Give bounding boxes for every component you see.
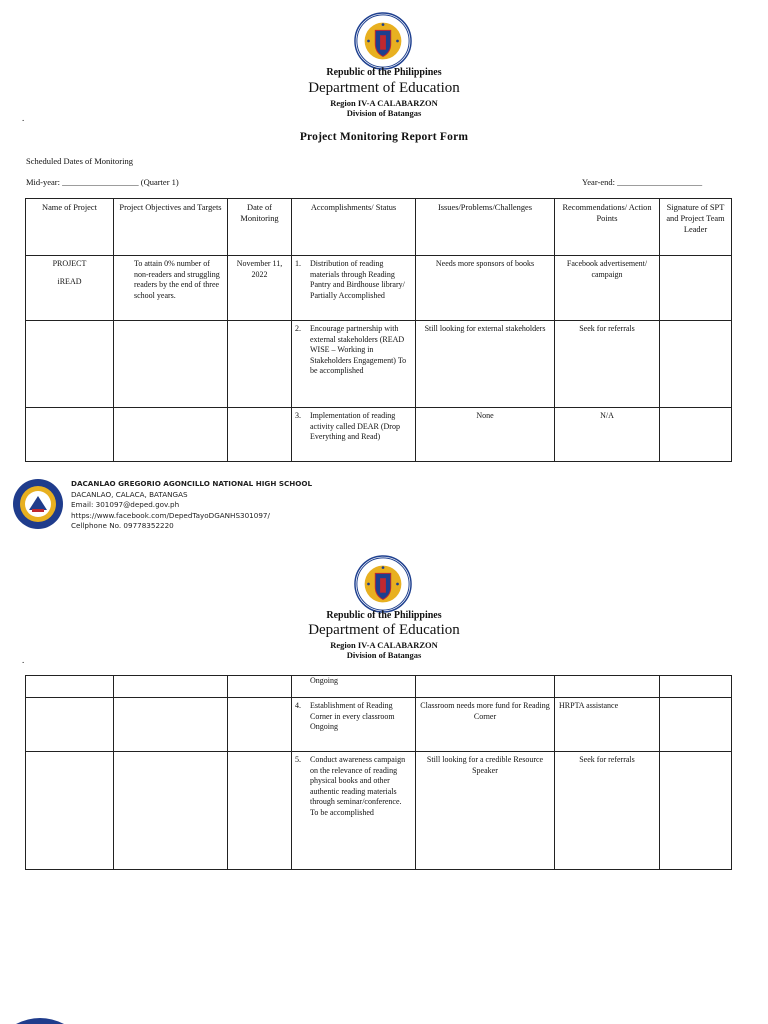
recommendation-cell: Seek for referrals: [555, 752, 660, 870]
accomplishment-cell: [292, 321, 416, 408]
recommendation-cell: Seek for referrals: [555, 321, 660, 408]
school-contact-block: [71, 479, 312, 532]
monitoring-table-continued: [25, 675, 732, 870]
school-email[interactable]: Email: 301097@deped.gov.ph: [71, 500, 180, 510]
date-cell: [228, 408, 292, 462]
project-name-cell: [26, 408, 114, 462]
header-objectives: Project Objectives and Targets: [114, 199, 228, 256]
page-2: [0, 548, 768, 1024]
yearend-label: Year-end: ____________________: [582, 177, 703, 187]
accomplishment-text: Ongoing: [310, 676, 338, 685]
signature-cell[interactable]: [660, 321, 732, 408]
margin-mark: .: [22, 655, 25, 665]
scheduled-dates-label: Scheduled Dates of Monitoring: [26, 156, 133, 166]
accomplishment-text: Distribution of reading materials through Reading Pantry and Birdhouse library/ Partially Accomplished: [310, 259, 405, 300]
accomplishment-text: Conduct awareness campaign on the relevance of reading physical books and other authentic reading materials through seminar/conference. To be accomplished: [310, 755, 406, 817]
project-name-line2: iREAD: [57, 276, 82, 286]
table-row: [26, 698, 732, 752]
school-phone: Cellphone No. 09778352220: [71, 521, 174, 531]
objective-cell: [114, 408, 228, 462]
table-row: [26, 321, 732, 408]
header-accomplishments: Accomplishments/ Status: [292, 199, 416, 256]
table-header-row: [26, 199, 732, 256]
region-line: Region IV-A CALABARZON: [330, 98, 438, 108]
item-number: 5.: [295, 755, 301, 764]
item-number: 4.: [295, 701, 301, 710]
signature-cell[interactable]: [660, 698, 732, 752]
accomplishment-text: Establishment of Reading Corner in every classroom Ongoing: [310, 701, 395, 731]
school-name: DACANLAO GREGORIO AGONCILLO NATIONAL HIGH SCHOOL: [71, 479, 313, 488]
date-cell: [228, 676, 292, 698]
deped-seal-icon: [354, 555, 412, 613]
objective-cell: [114, 676, 228, 698]
date-cell: [228, 321, 292, 408]
recommendation-cell: Facebook advertisement/ campaign: [555, 256, 660, 321]
project-name-cell: [26, 698, 114, 752]
project-name-line1: PROJECT: [52, 259, 87, 268]
margin-mark: .: [22, 113, 25, 123]
date-cell: [228, 698, 292, 752]
issue-cell: None: [416, 408, 555, 462]
school-logo-icon: [12, 478, 64, 530]
item-number: 2.: [295, 324, 301, 333]
accomplishment-cell: [292, 676, 416, 698]
objective-cell: To attain 0% number of non-readers and struggling readers by the end of three school years.: [114, 256, 228, 321]
issue-cell: Needs more sponsors of books: [416, 256, 555, 321]
date-cell: November 11, 2022: [228, 256, 292, 321]
project-name-cell: [26, 256, 114, 321]
header-signature: Signature of SPT and Project Team Leader: [660, 199, 732, 256]
accomplishment-cell: [292, 698, 416, 752]
department-line: Department of Education: [308, 80, 460, 96]
accomplishment-text: Encourage partnership with external stakeholders (READ WISE – Working in Stakeholders Engagement) To be accomplished: [310, 324, 407, 375]
table-row: [26, 752, 732, 870]
accomplishment-cell: [292, 256, 416, 321]
table-row: [26, 256, 732, 321]
signature-cell[interactable]: [660, 408, 732, 462]
header-date: Date of Monitoring: [228, 199, 292, 256]
issue-cell: [416, 676, 555, 698]
signature-cell[interactable]: [660, 256, 732, 321]
department-line: Department of Education: [308, 622, 460, 638]
division-line: Division of Batangas: [346, 108, 422, 118]
accomplishment-text: Implementation of reading activity called DEAR (Drop Everything and Read): [310, 411, 400, 441]
date-cell: [228, 752, 292, 870]
form-title: Project Monitoring Report Form: [299, 131, 469, 143]
accomplishment-cell: [292, 752, 416, 870]
issue-cell: Classroom needs more fund for Reading Corner: [416, 698, 555, 752]
table-row: [26, 408, 732, 462]
republic-line: Republic of the Philippines: [326, 67, 442, 78]
school-logo-icon: [14, 1018, 66, 1024]
midyear-label: Mid-year: __________________ (Quarter 1): [26, 177, 179, 187]
item-number: 3.: [295, 411, 301, 420]
objective-cell: [114, 698, 228, 752]
project-name-cell: [26, 676, 114, 698]
school-address: DACANLAO, CALACA, BATANGAS: [71, 489, 188, 499]
recommendation-cell: HRPTA assistance: [555, 698, 660, 752]
region-line: Region IV-A CALABARZON: [330, 640, 438, 650]
accomplishment-cell: [292, 408, 416, 462]
objective-cell: [114, 321, 228, 408]
deped-seal-icon: [354, 12, 412, 70]
division-line: Division of Batangas: [346, 650, 422, 660]
issue-cell: Still looking for external stakeholders: [416, 321, 555, 408]
issue-cell: Still looking for a credible Resource Speaker: [416, 752, 555, 870]
objective-cell: [114, 752, 228, 870]
project-name-cell: [26, 321, 114, 408]
signature-cell[interactable]: [660, 676, 732, 698]
table-row: [26, 676, 732, 698]
monitoring-table: [25, 198, 732, 462]
recommendation-cell: [555, 676, 660, 698]
school-facebook-link[interactable]: https://www.facebook.com/DepedTayoDGANHS301097/: [71, 510, 270, 520]
republic-line: Republic of the Philippines: [326, 610, 442, 621]
header-recommendations: Recommendations/ Action Points: [555, 199, 660, 256]
item-number: 1.: [295, 259, 301, 268]
project-name-cell: [26, 752, 114, 870]
header-issues: Issues/Problems/Challenges: [416, 199, 555, 256]
header-project-name: Name of Project: [26, 199, 114, 256]
recommendation-cell: N/A: [555, 408, 660, 462]
signature-cell[interactable]: [660, 752, 732, 870]
